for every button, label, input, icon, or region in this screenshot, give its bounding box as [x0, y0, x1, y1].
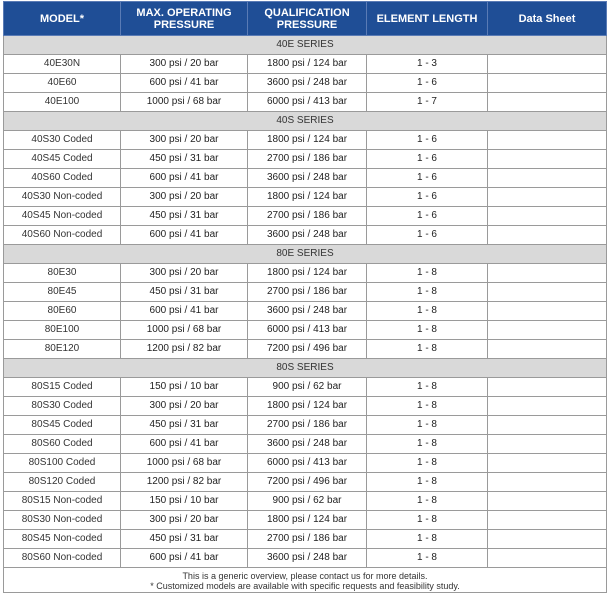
- element-length-cell: 1 - 8: [367, 264, 488, 283]
- table-row: [4, 340, 607, 359]
- max-pressure-cell: 600 psi / 41 bar: [121, 74, 248, 93]
- table-row: [4, 93, 607, 112]
- series-title: 80S SERIES: [4, 359, 607, 378]
- table-row: [4, 530, 607, 549]
- footer-note-line1: This is a generic overview, please contact us for more details.: [182, 570, 428, 581]
- table-row: [4, 511, 607, 530]
- series-title: 80E SERIES: [4, 245, 607, 264]
- table-row: [4, 207, 607, 226]
- element-length-cell: 1 - 8: [367, 340, 488, 359]
- max-pressure-cell: 1000 psi / 68 bar: [121, 93, 248, 112]
- model-cell: 40S45 Non-coded: [4, 207, 121, 226]
- max-pressure-cell: 300 psi / 20 bar: [121, 264, 248, 283]
- max-pressure-cell: 450 psi / 31 bar: [121, 283, 248, 302]
- element-length-cell: 1 - 3: [367, 55, 488, 74]
- datasheet-cell[interactable]: [488, 549, 607, 568]
- max-pressure-cell: 150 psi / 10 bar: [121, 492, 248, 511]
- model-cell: 40S30 Non-coded: [4, 188, 121, 207]
- datasheet-cell[interactable]: [488, 150, 607, 169]
- model-cell: 80E100: [4, 321, 121, 340]
- table-header: [4, 2, 607, 36]
- model-cell: 80S30 Non-coded: [4, 511, 121, 530]
- qualification-pressure-cell: 2700 psi / 186 bar: [248, 530, 367, 549]
- product-table-container: [3, 1, 606, 593]
- model-cell: 80S60 Coded: [4, 435, 121, 454]
- qualification-pressure-cell: 7200 psi / 496 bar: [248, 340, 367, 359]
- element-length-cell: 1 - 8: [367, 492, 488, 511]
- element-length-cell: 1 - 8: [367, 321, 488, 340]
- max-pressure-cell: 600 psi / 41 bar: [121, 169, 248, 188]
- max-pressure-cell: 1000 psi / 68 bar: [121, 454, 248, 473]
- datasheet-cell[interactable]: [488, 492, 607, 511]
- datasheet-cell[interactable]: [488, 55, 607, 74]
- model-cell: 80S15 Coded: [4, 378, 121, 397]
- table-row: [4, 169, 607, 188]
- datasheet-cell[interactable]: [488, 302, 607, 321]
- qualification-pressure-cell: 7200 psi / 496 bar: [248, 473, 367, 492]
- element-length-cell: 1 - 8: [367, 530, 488, 549]
- table-footer: [4, 568, 607, 593]
- model-cell: 80E30: [4, 264, 121, 283]
- model-cell: 80S30 Coded: [4, 397, 121, 416]
- max-pressure-cell: 600 psi / 41 bar: [121, 226, 248, 245]
- element-length-cell: 1 - 8: [367, 511, 488, 530]
- element-length-cell: 1 - 7: [367, 93, 488, 112]
- header-qualification-label: QUALIFICATION PRESSURE: [264, 6, 350, 31]
- element-length-cell: 1 - 6: [367, 131, 488, 150]
- model-cell: 80E60: [4, 302, 121, 321]
- datasheet-cell[interactable]: [488, 93, 607, 112]
- datasheet-cell[interactable]: [488, 131, 607, 150]
- header-row: [4, 2, 607, 36]
- max-pressure-cell: 300 psi / 20 bar: [121, 131, 248, 150]
- element-length-cell: 1 - 6: [367, 188, 488, 207]
- table-row: [4, 188, 607, 207]
- table-row: [4, 55, 607, 74]
- series-title: 40S SERIES: [4, 112, 607, 131]
- element-length-cell: 1 - 6: [367, 150, 488, 169]
- series-title: 40E SERIES: [4, 36, 607, 55]
- element-length-cell: 1 - 8: [367, 549, 488, 568]
- datasheet-cell[interactable]: [488, 511, 607, 530]
- datasheet-cell[interactable]: [488, 74, 607, 93]
- element-length-cell: 1 - 8: [367, 283, 488, 302]
- qualification-pressure-cell: 1800 psi / 124 bar: [248, 511, 367, 530]
- model-cell: 80S100 Coded: [4, 454, 121, 473]
- datasheet-cell[interactable]: [488, 454, 607, 473]
- max-pressure-cell: 150 psi / 10 bar: [121, 378, 248, 397]
- table-row: [4, 150, 607, 169]
- qualification-pressure-cell: 1800 psi / 124 bar: [248, 188, 367, 207]
- table-row: [4, 454, 607, 473]
- table-row: [4, 226, 607, 245]
- datasheet-cell[interactable]: [488, 530, 607, 549]
- datasheet-cell[interactable]: [488, 226, 607, 245]
- model-cell: 80S45 Coded: [4, 416, 121, 435]
- element-length-cell: 1 - 6: [367, 74, 488, 93]
- header-max-pressure-label: MAX. OPERATING PRESSURE: [136, 6, 232, 31]
- model-cell: 40S30 Coded: [4, 131, 121, 150]
- element-length-cell: 1 - 8: [367, 302, 488, 321]
- max-pressure-cell: 1000 psi / 68 bar: [121, 321, 248, 340]
- model-cell: 80S15 Non-coded: [4, 492, 121, 511]
- qualification-pressure-cell: 2700 psi / 186 bar: [248, 207, 367, 226]
- model-cell: 80E120: [4, 340, 121, 359]
- footer-note: [4, 568, 607, 593]
- max-pressure-cell: 450 psi / 31 bar: [121, 150, 248, 169]
- max-pressure-cell: 600 psi / 41 bar: [121, 549, 248, 568]
- element-length-cell: 1 - 6: [367, 226, 488, 245]
- datasheet-cell[interactable]: [488, 473, 607, 492]
- datasheet-cell[interactable]: [488, 321, 607, 340]
- max-pressure-cell: 300 psi / 20 bar: [121, 397, 248, 416]
- table-row: [4, 264, 607, 283]
- pressure-rating-table: [3, 1, 607, 593]
- max-pressure-cell: 1200 psi / 82 bar: [121, 473, 248, 492]
- element-length-cell: 1 - 8: [367, 378, 488, 397]
- model-cell: 40E100: [4, 93, 121, 112]
- footer-row: [4, 568, 607, 593]
- datasheet-cell[interactable]: [488, 283, 607, 302]
- table-row: [4, 416, 607, 435]
- datasheet-cell[interactable]: [488, 397, 607, 416]
- element-length-cell: 1 - 6: [367, 207, 488, 226]
- qualification-pressure-cell: 3600 psi / 248 bar: [248, 226, 367, 245]
- qualification-pressure-cell: 6000 psi / 413 bar: [248, 321, 367, 340]
- series-row: [4, 112, 607, 131]
- model-cell: 80S45 Non-coded: [4, 530, 121, 549]
- element-length-cell: 1 - 8: [367, 454, 488, 473]
- table-row: [4, 131, 607, 150]
- max-pressure-cell: 450 psi / 31 bar: [121, 530, 248, 549]
- max-pressure-cell: 300 psi / 20 bar: [121, 55, 248, 74]
- table-row: [4, 549, 607, 568]
- qualification-pressure-cell: 6000 psi / 413 bar: [248, 93, 367, 112]
- qualification-pressure-cell: 2700 psi / 186 bar: [248, 283, 367, 302]
- table-row: [4, 321, 607, 340]
- footer-note-line2: * Customized models are available with specific requests and feasibility study.: [150, 580, 460, 591]
- qualification-pressure-cell: 2700 psi / 186 bar: [248, 416, 367, 435]
- table-row: [4, 378, 607, 397]
- max-pressure-cell: 600 psi / 41 bar: [121, 302, 248, 321]
- model-cell: 40E60: [4, 74, 121, 93]
- model-cell: 40S60 Non-coded: [4, 226, 121, 245]
- datasheet-cell[interactable]: [488, 188, 607, 207]
- qualification-pressure-cell: 3600 psi / 248 bar: [248, 74, 367, 93]
- series-row: [4, 245, 607, 264]
- series-row: [4, 359, 607, 378]
- qualification-pressure-cell: 3600 psi / 248 bar: [248, 169, 367, 188]
- qualification-pressure-cell: 900 psi / 62 bar: [248, 378, 367, 397]
- table-body: [4, 36, 607, 568]
- table-row: [4, 435, 607, 454]
- model-cell: 40E30N: [4, 55, 121, 74]
- header-max-pressure: [121, 2, 248, 36]
- table-row: [4, 74, 607, 93]
- model-cell: 80S60 Non-coded: [4, 549, 121, 568]
- datasheet-cell[interactable]: [488, 207, 607, 226]
- model-cell: 80E45: [4, 283, 121, 302]
- max-pressure-cell: 600 psi / 41 bar: [121, 435, 248, 454]
- table-row: [4, 283, 607, 302]
- table-row: [4, 473, 607, 492]
- max-pressure-cell: 450 psi / 31 bar: [121, 207, 248, 226]
- datasheet-cell[interactable]: [488, 435, 607, 454]
- element-length-cell: 1 - 8: [367, 397, 488, 416]
- model-cell: 80S120 Coded: [4, 473, 121, 492]
- max-pressure-cell: 300 psi / 20 bar: [121, 188, 248, 207]
- qualification-pressure-cell: 1800 psi / 124 bar: [248, 397, 367, 416]
- datasheet-cell[interactable]: [488, 264, 607, 283]
- datasheet-cell[interactable]: [488, 169, 607, 188]
- table-row: [4, 492, 607, 511]
- element-length-cell: 1 - 8: [367, 473, 488, 492]
- model-cell: 40S60 Coded: [4, 169, 121, 188]
- qualification-pressure-cell: 2700 psi / 186 bar: [248, 150, 367, 169]
- qualification-pressure-cell: 1800 psi / 124 bar: [248, 55, 367, 74]
- datasheet-cell[interactable]: [488, 340, 607, 359]
- qualification-pressure-cell: 1800 psi / 124 bar: [248, 264, 367, 283]
- qualification-pressure-cell: 900 psi / 62 bar: [248, 492, 367, 511]
- qualification-pressure-cell: 3600 psi / 248 bar: [248, 435, 367, 454]
- datasheet-cell[interactable]: [488, 378, 607, 397]
- element-length-cell: 1 - 8: [367, 416, 488, 435]
- table-row: [4, 302, 607, 321]
- header-element-length: ELEMENT LENGTH: [367, 2, 488, 36]
- model-cell: 40S45 Coded: [4, 150, 121, 169]
- qualification-pressure-cell: 3600 psi / 248 bar: [248, 549, 367, 568]
- datasheet-cell[interactable]: [488, 416, 607, 435]
- header-qualification-pressure: [248, 2, 367, 36]
- max-pressure-cell: 450 psi / 31 bar: [121, 416, 248, 435]
- table-row: [4, 397, 607, 416]
- max-pressure-cell: 1200 psi / 82 bar: [121, 340, 248, 359]
- max-pressure-cell: 300 psi / 20 bar: [121, 511, 248, 530]
- qualification-pressure-cell: 3600 psi / 248 bar: [248, 302, 367, 321]
- header-model: MODEL*: [4, 2, 121, 36]
- series-row: [4, 36, 607, 55]
- element-length-cell: 1 - 6: [367, 169, 488, 188]
- element-length-cell: 1 - 8: [367, 435, 488, 454]
- qualification-pressure-cell: 6000 psi / 413 bar: [248, 454, 367, 473]
- qualification-pressure-cell: 1800 psi / 124 bar: [248, 131, 367, 150]
- header-datasheet: Data Sheet: [488, 2, 607, 36]
